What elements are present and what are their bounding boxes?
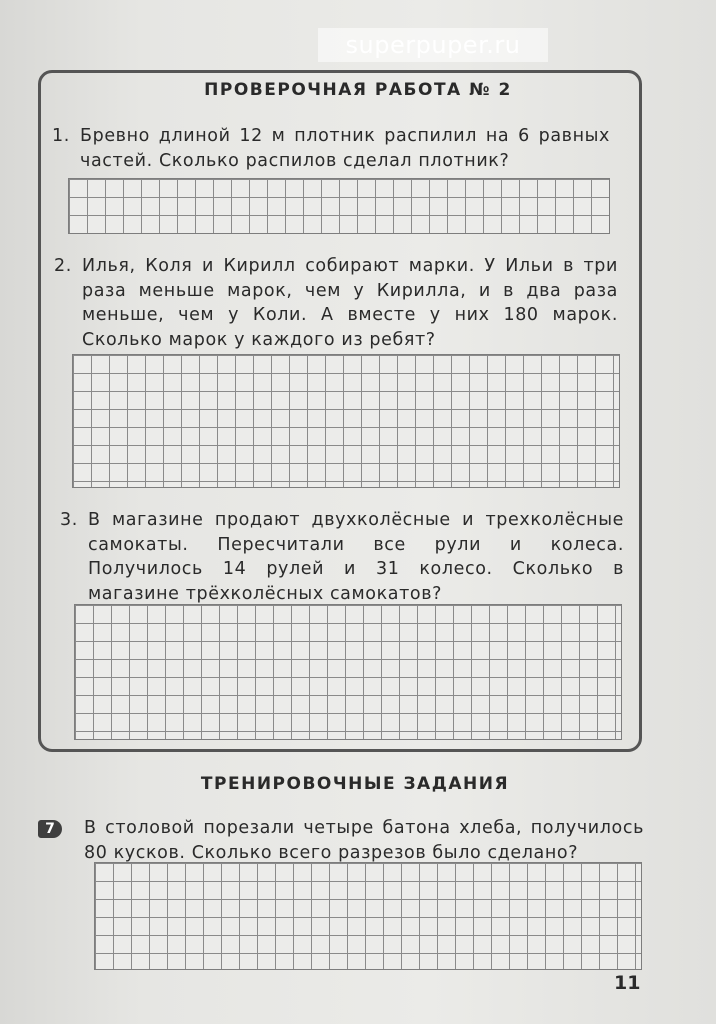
task-3-number: 3.: [60, 510, 78, 530]
task-7-badge: 7: [38, 820, 62, 838]
task-2: [54, 254, 618, 352]
task-1-number: 1.: [52, 126, 70, 146]
test-title: ПРОВЕРОЧНАЯ РАБОТА № 2: [204, 80, 512, 100]
answer-grid-1[interactable]: [68, 178, 610, 234]
answer-grid-2[interactable]: [72, 354, 620, 488]
task-2-text: Илья, Коля и Кирилл собирают марки. У Ильи в три раза меньше марок, чем у Кирилла, и в два раза меньше, чем у Коли. А вместе у них 180 марок. Сколько марок у каждого из ребят?: [82, 256, 618, 350]
task-3: [60, 508, 624, 606]
task-2-number: 2.: [54, 256, 72, 276]
page-number: 11: [614, 972, 641, 994]
answer-grid-3[interactable]: [74, 604, 622, 740]
answer-grid-7[interactable]: [94, 862, 642, 970]
task-7: [84, 816, 644, 865]
watermark: superpuper.ru: [318, 28, 548, 62]
task-1-text: Бревно длиной 12 м плотник распилил на 6 равных частей. Сколько распилов сделал плотник?: [80, 126, 610, 171]
task-1: [52, 124, 610, 173]
task-7-text: В столовой порезали четыре батона хлеба, получилось 80 кусков. Сколько всего разрезов было сделано?: [84, 818, 644, 863]
training-title: ТРЕНИРОВОЧНЫЕ ЗАДАНИЯ: [200, 774, 510, 794]
task-3-text: В магазине продают двухколёсные и трехколёсные самокаты. Пересчитали все рули и колеса. Получилось 14 рулей и 31 колесо. Сколько в магазине трёхколёсных самокатов?: [88, 510, 624, 604]
